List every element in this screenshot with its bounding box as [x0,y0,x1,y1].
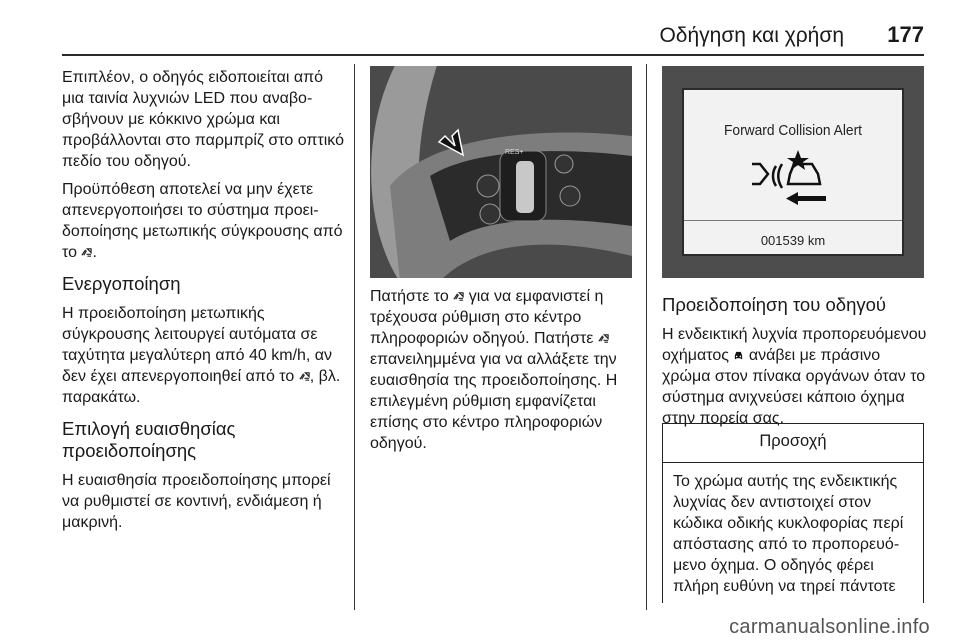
header-rule [62,54,924,56]
res-plus-label: RES+ [505,149,524,156]
vehicle-ahead-text: Η ενδεικτική λυχνία προπορευόμενου οχήματος [662,326,927,364]
page-number: 177 [887,22,924,47]
alert-title: Forward Collision Alert [723,122,863,139]
precondition-text: Προϋπόθεση αποτελεί να μην έχετε απενεργοποιήσει το σύστημα προειδοποίησης μετωπικής σύγκρουσης από το [62,181,343,261]
distance-setting-icon [453,291,464,302]
instruction-part-1: Πατήστε το [370,288,449,305]
steering-wheel-image [370,66,632,278]
heading-sensitivity: Επιλογή ευαισθησίας προειδοποίησης [62,418,236,461]
right-column [662,294,927,436]
driver-info-screen [682,88,904,256]
steering-wheel-illustration [370,66,632,278]
caution-box [662,423,924,603]
vehicle-ahead-icon [733,350,744,361]
instruction-part-3: επανειλημμένα για να αλλάξετε την ευαισθησία της προειδοποίησης. Η επιλεγμένη ρύθμιση εμφανίζεται επίσης στο κέντρο πληροφοριών οδηγού. [370,351,618,452]
odometer-readout: 001539 km [760,233,826,248]
activation-end: , [309,368,315,385]
driver-info-display-image [662,66,924,278]
collision-alert-icon [746,150,846,208]
paragraph-precondition [62,179,344,263]
running-header-title: Οδήγηση και χρήση [659,24,844,47]
precondition-end: . [92,244,97,261]
activation-text: Η προειδοποίηση μετωπικής σύγκρουσης λειτουργεί αυτόματα σε ταχύτητα μεγαλύτερη από 40 km/h, αν δεν έχει απενεργοποιηθεί από το [62,305,333,385]
distance-setting-icon [299,371,310,382]
display-divider [684,220,902,221]
left-column [62,67,344,540]
heading-driver-warning: Προειδοποίηση του οδηγού [662,294,887,315]
activation-tail: βλ. παρακάτω. [62,368,341,406]
column-divider-left [354,64,355,610]
paragraph-vehicle-ahead [662,324,927,429]
caution-title: Προσοχή [663,424,923,463]
column-divider-right [646,64,647,610]
paragraph-sensitivity-instructions [370,286,636,454]
watermark: carmanualsonline.info [729,616,930,638]
paragraph-activation [62,303,344,408]
caution-body: Το χρώμα αυτής της ενδεικτικής λυχνίας δεν αντιστοιχεί στον κώδικα οδικής κυκλοφορίας περί απόστασης από το προπορευόμενο όχημα. Ο οδηγός φέρει πλήρη ευθύνη να τηρεί πάντοτε [673,473,904,595]
instruction-part-2: για να εμφανιστεί η τρέχουσα ρύθμιση στο κέντρο πληροφοριών οδηγού. Πατήστε [370,288,604,347]
heading-activation: Ενεργοποίηση [62,273,181,294]
distance-setting-icon [598,333,609,344]
paragraph-sensitivity: Η ευαισθησία προειδοποίησης μπορεί να ρυθμιστεί σε κοντινή, ενδιάμεση ή μακρινή. [62,472,331,531]
middle-column-text [370,286,636,461]
vehicle-ahead-tail: ανάβει με πράσινο χρώμα στον πίνακα οργάνων όταν το σύστημα ανιχνεύσει κάποιο όχημα στην πορεία σας. [662,347,926,427]
distance-setting-icon [81,247,92,258]
paragraph-led-strip: Επιπλέον, ο οδηγός ειδοποιείται από μια ταινία λυχνιών LED που αναβοσβήνουν με κόκκινο χρώμα και προβάλλονται στο παρμπρίζ στο οπτικό πεδίο του οδηγού. [62,69,344,170]
